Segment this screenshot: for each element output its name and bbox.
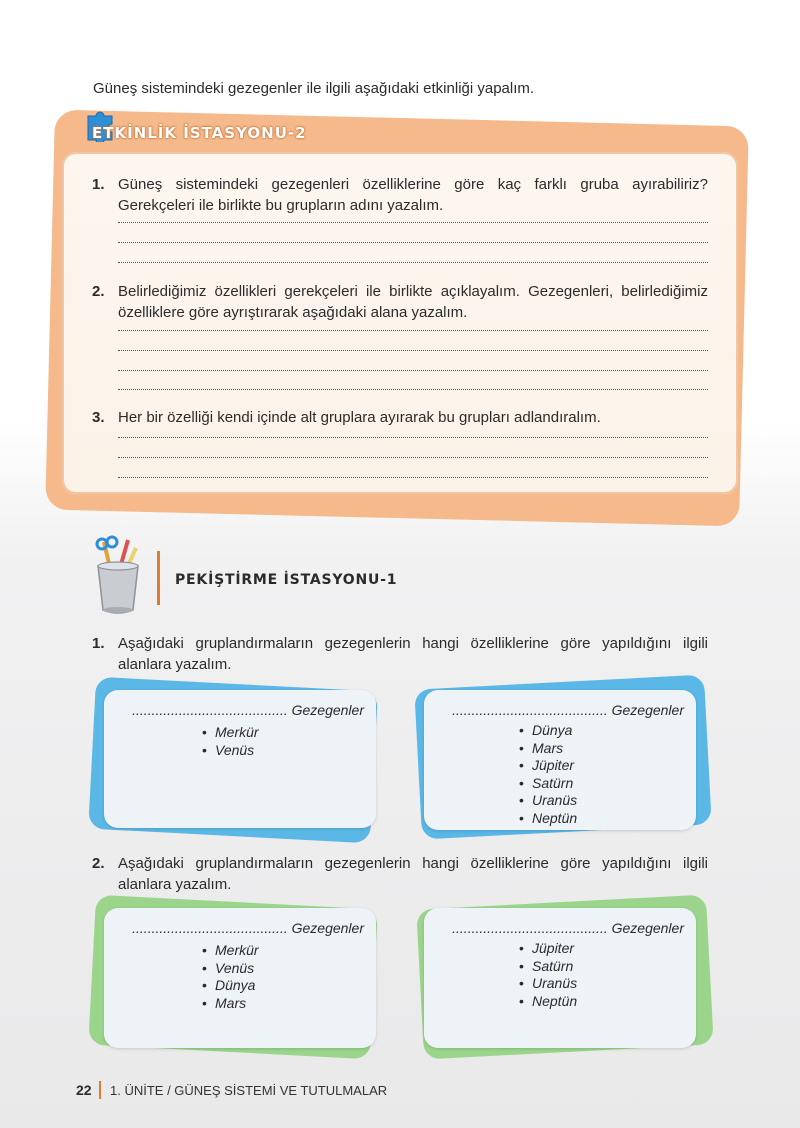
list-item: • Merkür [202,942,259,960]
answer-line[interactable] [118,457,708,458]
list-item: • Jüpiter [519,757,577,775]
planet-group-card [104,690,376,828]
question-text: Belirlediğimiz özellikleri gerekçeleri ile birlikte açıklayalım. Gezegenleri, belirlediğimiz özelliklere göre ayrıştırarak aşağıdaki alana yazalım. [118,283,708,321]
question-number: 2. [92,283,105,300]
list-item: • Dünya [519,722,577,740]
question-2 [92,281,708,323]
planet-list [519,722,577,827]
question-text: Her bir özelliği kendi içinde alt gruplara ayırarak bu grupları adlandıralım. [118,409,601,426]
answer-line[interactable] [118,389,708,390]
answer-line[interactable] [118,262,708,263]
answer-line[interactable] [118,437,708,438]
question-number: 2. [92,855,105,872]
planet-list [202,942,259,1012]
planet-list [519,940,577,1010]
reinforcement-question-1 [92,633,708,675]
question-text: Aşağıdaki gruplandırmaların gezegenlerin hangi özelliklerine göre yapıldığını ilgili alanlara yazalım. [118,855,708,893]
answer-line[interactable] [118,330,708,331]
group-label-field[interactable]: ........................................ Gezegenler [452,920,684,936]
page-number: 22 [76,1082,92,1098]
question-number: 1. [92,635,105,652]
answer-line[interactable] [118,222,708,223]
list-item: • Venüs [202,960,259,978]
list-item: • Uranüs [519,975,577,993]
list-item: • Satürn [519,958,577,976]
intro-text: Güneş sistemindeki gezegenler ile ilgili aşağıdaki etkinliği yapalım. [93,80,535,97]
planet-group-card [424,908,696,1048]
planet-group-card [104,908,376,1048]
answer-line[interactable] [118,477,708,478]
group-label-field[interactable]: ........................................ Gezegenler [132,920,364,936]
list-item: • Merkür [202,724,259,742]
section-title: PEKİŞTİRME İSTASYONU-1 [175,572,398,588]
answer-line[interactable] [118,242,708,243]
list-item: • Venüs [202,742,259,760]
list-item: • Mars [519,740,577,758]
list-item: • Neptün [519,993,577,1011]
list-item: • Uranüs [519,792,577,810]
question-number: 1. [92,176,105,193]
question-number: 3. [92,409,105,426]
list-item: • Jüpiter [519,940,577,958]
question-3 [92,407,708,428]
question-text: Güneş sistemindeki gezegenleri özelliklerine göre kaç farklı gruba ayırabiliriz? Gerekçeleri ile birlikte bu grupların adını yazalım. [118,176,708,214]
question-1 [92,174,708,216]
reinforcement-question-2 [92,853,708,895]
list-item: • Mars [202,995,259,1013]
group-label-field[interactable]: ........................................ Gezegenler [452,702,684,718]
pencil-cup-icon [90,534,146,616]
list-item: • Satürn [519,775,577,793]
group-label-field[interactable]: ........................................ Gezegenler [132,702,364,718]
answer-line[interactable] [118,350,708,351]
answer-line[interactable] [118,370,708,371]
list-item: • Neptün [519,810,577,828]
planet-list [202,724,259,759]
activity-title: ETKİNLİK İSTASYONU-2 [92,124,307,142]
footer-divider [99,1081,101,1099]
planet-group-card [424,690,696,830]
list-item: • Dünya [202,977,259,995]
section-divider [157,551,160,605]
question-text: Aşağıdaki gruplandırmaların gezegenlerin hangi özelliklerine göre yapıldığını ilgili alanlara yazalım. [118,635,708,673]
unit-title: 1. ÜNİTE / GÜNEŞ SİSTEMİ VE TUTULMALAR [110,1083,388,1098]
